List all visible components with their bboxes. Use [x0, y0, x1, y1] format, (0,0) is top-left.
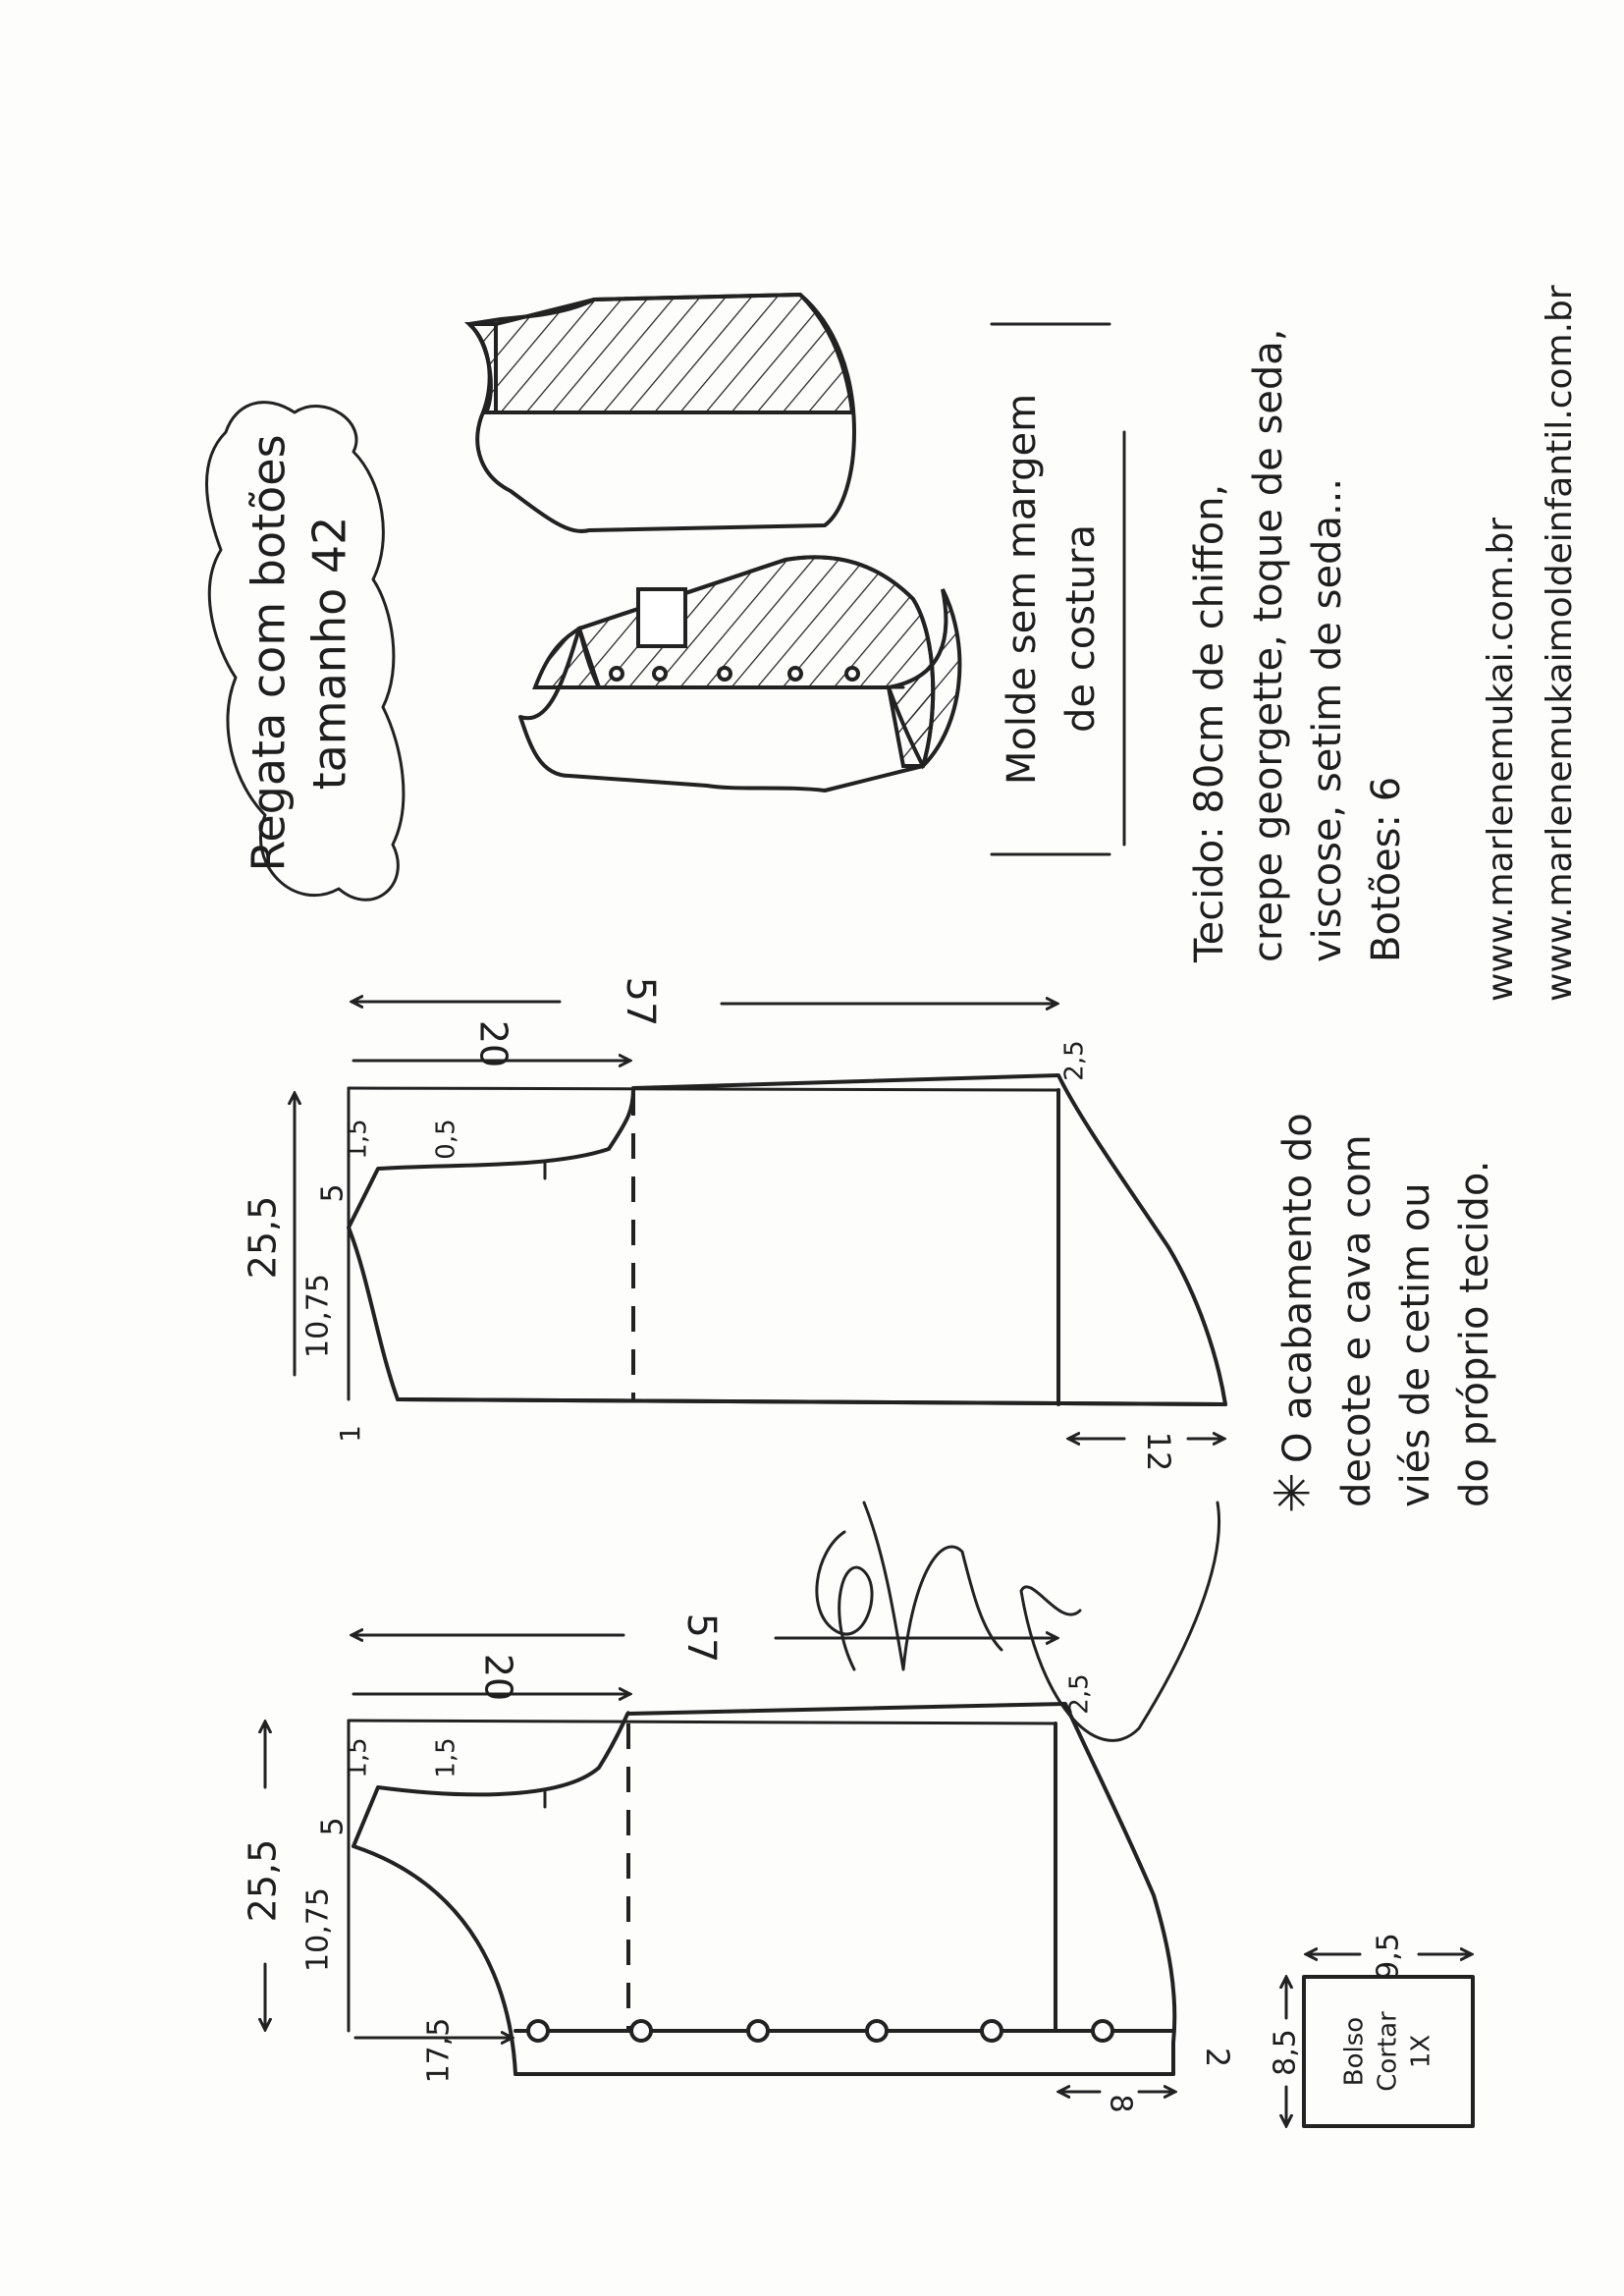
front-dim-10-75: 10,75: [300, 1887, 336, 1972]
back-dim-25-5: 25,5: [241, 1195, 285, 1280]
button-5: [982, 2021, 1001, 2041]
thumbnail-back-hatch-left: [469, 324, 496, 412]
finish-note: [1265, 1113, 1498, 1513]
fabric-note-line-3: viscose, setim de seda...: [1305, 477, 1350, 962]
finish-note-line-1: O acabamento do: [1275, 1113, 1321, 1463]
back-dim-10-75: 10,75: [300, 1274, 336, 1358]
front-dim-2: 2: [1199, 2047, 1236, 2068]
back-dim-20: 20: [471, 1019, 515, 1068]
pocket: [1269, 1933, 1474, 2126]
front-dim-5: 5: [315, 1817, 351, 1836]
finish-note-line-4: do próprio tecido.: [1452, 1160, 1497, 1507]
pocket-dim-9-5: 9,5: [1371, 1933, 1406, 1980]
back-piece-top-ref: [349, 1088, 1058, 1090]
finish-note-line-2: decote e cava com: [1334, 1134, 1380, 1507]
url-2: www.marlenemukaimoldeinfantil.com.br: [1540, 285, 1580, 1002]
fabric-note-line-1: Tecido: 80cm de chiffon,: [1187, 483, 1232, 962]
fabric-note-line-2: crepe georgette, toque de seda,: [1246, 328, 1291, 962]
fabric-note: [1187, 328, 1409, 963]
back-dim-1-5: 1,5: [343, 1119, 373, 1160]
button-1: [528, 2021, 548, 2041]
garment-thumbnails: [469, 295, 959, 791]
front-dim-20: 20: [476, 1653, 520, 1702]
url-1: www.marlenemukai.com.br: [1481, 517, 1521, 1002]
front-dim-25-5: 25,5: [241, 1838, 285, 1923]
title-line-1: Regata com botões: [242, 434, 296, 872]
back-dim-57: 57: [618, 976, 663, 1027]
pocket-label-3: 1X: [1406, 2034, 1436, 2069]
finish-note-line-3: viés de cetim ou: [1393, 1182, 1438, 1507]
back-dim-5: 5: [315, 1183, 351, 1203]
fabric-note-line-4: Botões: 6: [1364, 776, 1409, 962]
mold-note: [992, 324, 1124, 854]
thumbnail-back-hatch-top: [496, 295, 852, 412]
button-2: [631, 2021, 651, 2041]
button-4: [867, 2021, 887, 2041]
thumbnail-front-hatch: [579, 557, 933, 766]
mold-note-line-1: Molde sem margem: [1000, 393, 1045, 786]
back-dim-2-5: 2,5: [1059, 1040, 1090, 1081]
back-dim-0-5: 0,5: [431, 1119, 461, 1160]
button-3: [748, 2021, 768, 2041]
back-dim-1: 1: [334, 1425, 366, 1443]
title-line-2: tamanho 42: [302, 516, 356, 791]
back-piece: [242, 977, 1226, 1472]
front-dim-57: 57: [678, 1613, 724, 1664]
url-block: [1481, 285, 1580, 1002]
back-piece-outline: [349, 1075, 1225, 1404]
finish-note-star: ✳: [1264, 1472, 1322, 1513]
title-block: [207, 403, 404, 901]
front-dim-2-5: 2,5: [1064, 1673, 1095, 1715]
front-dim-17-5: 17,5: [421, 2017, 457, 2084]
back-dim-12: 12: [1140, 1431, 1177, 1472]
front-piece: [242, 1613, 1237, 2113]
front-dim-1-5-b: 1,5: [431, 1737, 461, 1778]
front-dim-1-5-a: 1,5: [343, 1737, 373, 1778]
button-6: [1093, 2021, 1112, 2041]
pocket-dim-8-5: 8,5: [1268, 2029, 1303, 2076]
pocket-label-1: Bolso: [1339, 2016, 1370, 2087]
mold-note-line-2: de costura: [1058, 523, 1104, 734]
pocket-label-2: Cortar: [1373, 2011, 1403, 2092]
thumbnail-front-pocket: [638, 589, 685, 646]
front-piece-outline: [353, 1704, 1174, 2074]
front-dim-8: 8: [1103, 2094, 1138, 2113]
back-piece-hem-line: [398, 1399, 1225, 1404]
